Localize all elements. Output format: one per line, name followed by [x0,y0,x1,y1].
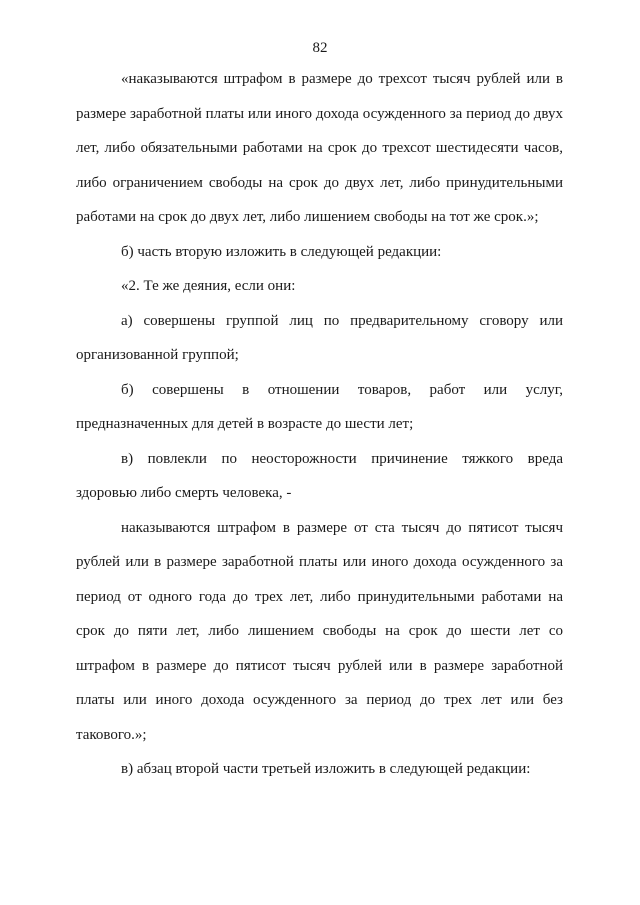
paragraph-part-two-heading: «2. Те же деяния, если они: [121,278,296,294]
paragraph-item-b: б) совершены в отношении товаров, работ или услуг, предназначенных для детей в возрасте до шести лет; [76,381,563,432]
paragraph-item-a: а) совершены группой лиц по предварительному сговору или организованной группой; [76,312,563,363]
paragraph-penalty-part-one: «наказываются штрафом в размере до трехсот тысяч рублей или в размере заработной платы или иного дохода осужденного за период до двух лет, либо обязательными работами на срок до трехсот шестидесяти часов, либо ограничением свободы на срок до двух лет, либо принудительными работами на срок до двух лет, либо лишением свободы на тот же срок.»; [76,71,563,225]
document-body [76,62,563,787]
paragraph-part-three-intro: в) абзац второй части третьей изложить в следующей редакции: [121,761,531,777]
page-number: 82 [312,40,328,56]
paragraph-penalty-part-two: наказываются штрафом в размере от ста тысяч до пятисот тысяч рублей или в размере заработной платы или иного дохода осужденного за период от одного года до трех лет, либо принудительными работами на срок до пяти лет, либо лишением свободы на срок до шести лет со штрафом в размере до пятисот тысяч рублей или в размере заработной платы или иного дохода осужденного за период до трех лет или без такового.»; [76,519,563,743]
paragraph-item-v: в) повлекли по неосторожности причинение тяжкого вреда здоровью либо смерть человека, - [76,450,563,501]
paragraph-part-two-intro: б) часть вторую изложить в следующей редакции: [121,243,442,260]
